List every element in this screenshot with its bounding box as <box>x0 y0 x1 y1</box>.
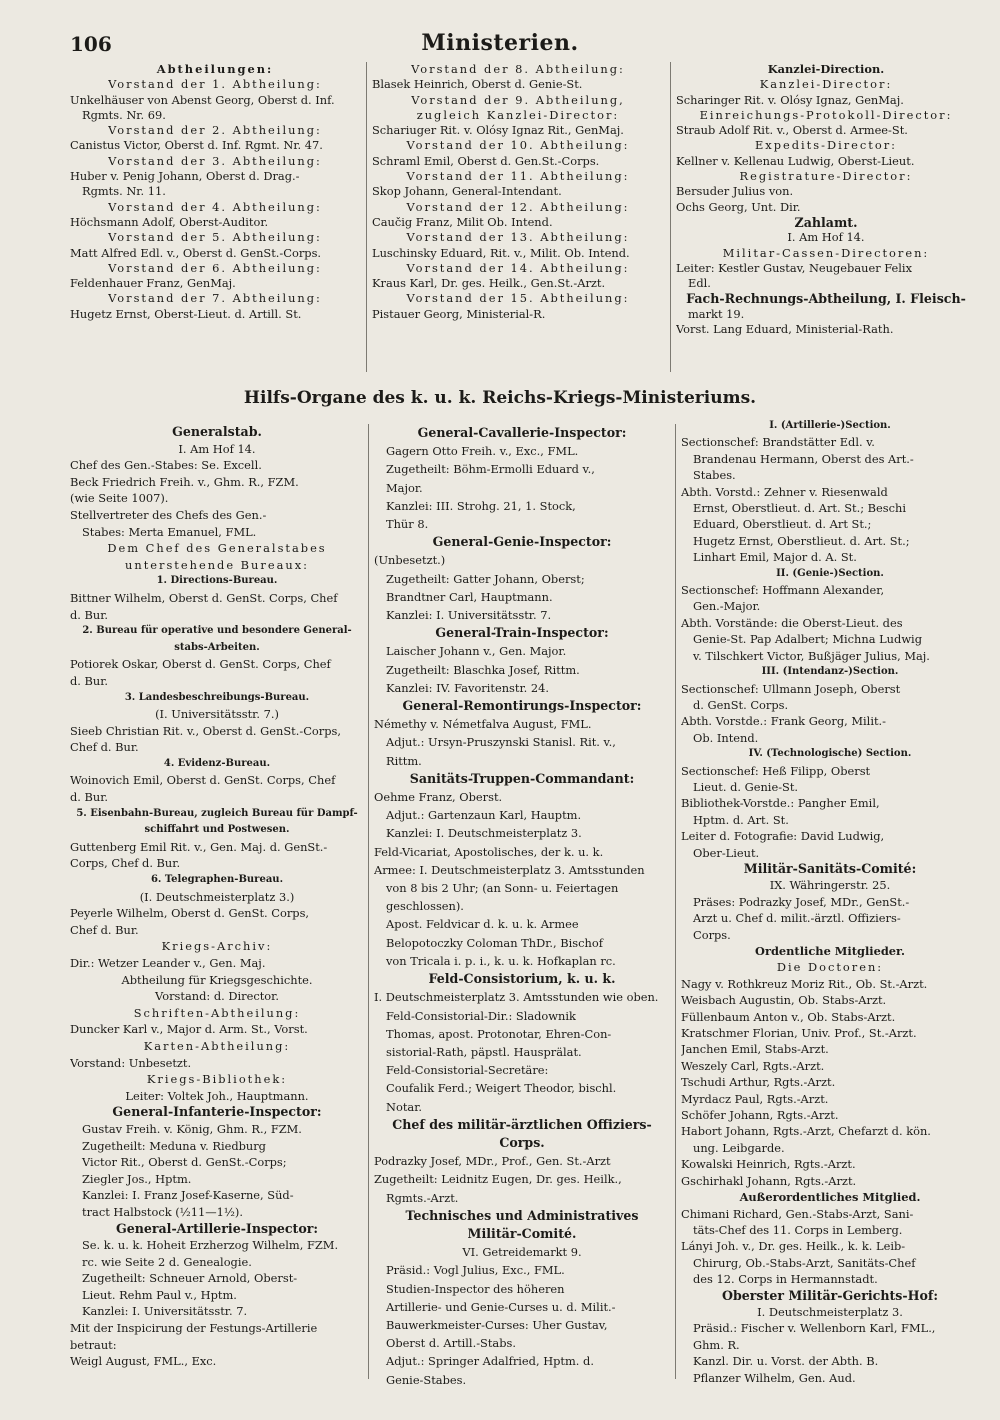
text-line: Ochs Georg, Unt. Dir. <box>676 199 801 214</box>
text-line: Vorst. Lang Eduard, Ministerial-Rath. <box>676 322 894 337</box>
text-line: Laischer Johann v., Gen. Major. <box>386 644 567 659</box>
text-line: Feld-Consistorial-Secretäre: <box>386 1063 549 1078</box>
text-line: Chimani Richard, Gen.-Stabs-Arzt, Sani- <box>681 1206 914 1221</box>
text-line: Arzt u. Chef d. milit.-ärztl. Offiziers- <box>693 911 901 926</box>
text-line: Thomas, apost. Protonotar, Ehren-Con- <box>386 1026 612 1041</box>
text-line: Kanzl. Dir. u. Vorst. der Abth. B. <box>693 1354 879 1369</box>
column-divider <box>368 424 369 1379</box>
text-line: Weigl August, FML., Exc. <box>70 1354 217 1369</box>
text-line: (I. Universitätsstr. 7.) <box>155 707 279 722</box>
text-line: (I. Deutschmeisterplatz 3.) <box>139 889 295 904</box>
text-line: Vorstand der 7. Abtheilung: <box>108 291 322 306</box>
text-line: Luschinsky Eduard, Rit. v., Milit. Ob. Intend. <box>372 245 630 260</box>
section-heading: I. (Artillerie-)Section. <box>769 420 891 431</box>
text-line: Genie-Stabes. <box>386 1372 467 1387</box>
top-right-column <box>676 62 976 372</box>
text-line: IX. Währingerstr. 25. <box>769 878 891 893</box>
text-line: Kowalski Heinrich, Rgts.-Arzt. <box>681 1157 856 1172</box>
section-heading: General-Genie-Inspector: <box>432 534 612 550</box>
text-line: Vorstand der 5. Abtheilung: <box>108 230 322 245</box>
text-line: Bauwerkmeister-Curses: Uher Gustav, <box>386 1317 608 1332</box>
text-line: Bersuder Julius von. <box>676 184 794 199</box>
text-line: Präses: Podrazky Josef, MDr., GenSt.- <box>693 894 910 909</box>
text-line: Genie-St. Pap Adalbert; Michna Ludwig <box>693 632 922 647</box>
section-heading: Sanitäts-Truppen-Commandant: <box>409 770 635 786</box>
section-heading: Generalstab. <box>172 424 262 439</box>
text-line: Kriegs-Archiv: <box>161 939 273 954</box>
bottom-left-column <box>70 424 364 1404</box>
top-left-column <box>70 62 360 372</box>
text-line: Stabes. <box>693 468 736 483</box>
text-line: Kanzlei: III. Strohg. 21, 1. Stock, <box>386 498 576 513</box>
section-heading: Technisches und Administratives <box>405 1207 639 1223</box>
column-divider <box>366 62 367 372</box>
section-heading: stabs-Arbeiten. <box>174 641 260 653</box>
text-line: Adjut.: Gartenzaun Karl, Hauptm. <box>386 808 582 823</box>
text-line: VI. Getreidemarkt 9. <box>462 1245 582 1260</box>
section-heading: Fach-Rechnungs-Abtheilung, I. Fleisch- <box>686 291 966 307</box>
text-line: Scharinger Rit. v. Olósy Ignaz, GenMaj. <box>676 92 904 107</box>
section-heading: Kanzlei-Direction. <box>767 62 885 76</box>
text-line: Karten-Abtheilung: <box>143 1038 291 1053</box>
text-line: d. Bur. <box>70 673 109 688</box>
section-heading: General-Remontirungs-Inspector: <box>402 698 642 714</box>
section-heading: Chef des militär-ärztlichen Offiziers- <box>392 1116 652 1132</box>
text-line: Oehme Franz, Oberst. <box>374 790 503 805</box>
text-line: Brandenau Hermann, Oberst des Art.- <box>693 451 914 466</box>
section-heading: General-Train-Inspector: <box>435 625 609 641</box>
text-line: Zugetheilt: Meduna v. Riedburg <box>82 1138 266 1153</box>
text-line: Peyerle Wilhelm, Oberst d. GenSt. Corps, <box>70 906 310 921</box>
text-line: Corps. <box>693 927 731 942</box>
text-line: Dem Chef des Generalstabes <box>107 541 327 556</box>
text-line: d. Bur. <box>70 607 109 622</box>
text-line: Duncker Karl v., Major d. Arm. St., Vorst. <box>70 1022 308 1037</box>
section-heading: 4. Evidenz-Bureau. <box>163 757 271 769</box>
text-line: Brandtner Carl, Hauptmann. <box>386 589 553 604</box>
text-line: Hugetz Ernst, Oberst-Lieut. d. Artill. St. <box>70 306 302 321</box>
text-line: ung. Leibgarde. <box>693 1140 785 1155</box>
text-line: d. GenSt. Corps. <box>693 697 789 712</box>
text-line: Vorstand der 6. Abtheilung: <box>108 260 322 275</box>
text-line: Registrature-Director: <box>739 169 913 184</box>
text-line: Vorstand der 11. Abtheilung: <box>406 169 630 184</box>
section-heading: Militär-Comité. <box>467 1225 577 1241</box>
bottom-right-column <box>681 418 979 1408</box>
text-line: (wie Seite 1007). <box>70 491 169 506</box>
text-line: Präsid.: Fischer v. Wellenborn Karl, FML., <box>693 1321 936 1336</box>
column-divider <box>675 424 676 1379</box>
column-divider <box>670 62 671 372</box>
running-head: Ministerien. <box>421 30 579 56</box>
bottom-middle-column <box>374 424 670 1404</box>
text-line: Schraml Emil, Oberst d. Gen.St.-Corps. <box>372 153 600 168</box>
text-line: Schöfer Johann, Rgts.-Arzt. <box>681 1108 839 1123</box>
text-line: täts-Chef des 11. Corps in Lemberg. <box>693 1222 903 1237</box>
text-line: Hugetz Ernst, Oberstlieut. d. Art. St.; <box>693 533 910 548</box>
text-line: Studien-Inspector des höheren <box>386 1281 565 1296</box>
text-line: Füllenbaum Anton v., Ob. Stabs-Arzt. <box>681 1009 896 1024</box>
text-line: Expedits-Director: <box>754 138 898 153</box>
text-line: Chef d. Bur. <box>70 740 139 755</box>
text-line: Corps, Chef d. Bur. <box>70 856 181 871</box>
text-line: sistorial-Rath, päpstl. Hausprälat. <box>386 1044 582 1059</box>
text-line: von 8 bis 2 Uhr; (an Sonn- u. Feiertagen <box>386 881 619 896</box>
text-line: Vorstand der 10. Abtheilung: <box>406 138 630 153</box>
section-heading: Zahlamt. <box>794 214 858 230</box>
text-line: Zugetheilt: Schneuer Arnold, Oberst- <box>82 1271 298 1286</box>
text-line: betraut: <box>70 1337 117 1352</box>
text-line: d. Bur. <box>70 790 109 805</box>
text-line: Huber v. Penig Johann, Oberst d. Drag.- <box>70 169 300 184</box>
text-line: Feld-Vicariat, Apostolisches, der k. u. k. <box>374 844 604 859</box>
text-line: Kanzlei: IV. Favoritenstr. 24. <box>386 680 550 695</box>
text-line: Coufalik Ferd.; Weigert Theodor, bischl. <box>386 1081 617 1096</box>
text-line: Oberst d. Artill.-Stabs. <box>386 1336 516 1351</box>
text-line: Kanzlei: I. Deutschmeisterplatz 3. <box>386 826 582 841</box>
text-line: Zugetheilt: Böhm-Ermolli Eduard v., <box>386 462 595 477</box>
text-line: Armee: I. Deutschmeisterplatz 3. Amtsstunden <box>374 862 645 877</box>
text-line: Zugetheilt: Gatter Johann, Oberst; <box>386 571 585 586</box>
section-heading: schiffahrt und Postwesen. <box>144 824 290 836</box>
text-line: Zugetheilt: Blaschka Josef, Rittm. <box>386 662 580 677</box>
text-line: Sectionschef: Heß Filipp, Oberst <box>681 763 871 778</box>
text-line: Höchsmann Adolf, Oberst-Auditor. <box>70 214 269 229</box>
text-line: Zugetheilt: Leidnitz Eugen, Dr. ges. Heilk., <box>374 1172 622 1187</box>
text-line: Rgmts.-Arzt. <box>386 1190 459 1205</box>
text-line: Chirurg, Ob.-Stabs-Arzt, Sanitäts-Chef <box>693 1255 916 1270</box>
text-line: Beck Friedrich Freih. v., Ghm. R., FZM. <box>70 474 299 489</box>
text-line: Kratschmer Florian, Univ. Prof., St.-Arzt. <box>681 1026 917 1041</box>
text-line: Weisbach Augustin, Ob. Stabs-Arzt. <box>681 993 887 1008</box>
text-line: Feld-Consistorial-Dir.: Sladownik <box>386 1008 576 1023</box>
text-line: Sectionschef: Brandstätter Edl. v. <box>681 435 875 450</box>
section-heading: 1. Directions-Bureau. <box>156 575 278 587</box>
text-line: Bittner Wilhelm, Oberst d. GenSt. Corps, Chef <box>70 590 338 605</box>
text-line: Skop Johann, General-Intendant. <box>372 184 562 199</box>
text-line: I. Am Hof 14. <box>178 441 256 456</box>
section-heading: Außerordentliches Mitglied. <box>739 1190 921 1205</box>
text-line: Apost. Feldvicar d. k. u. k. Armee <box>386 917 579 932</box>
text-line: Artillerie- und Genie-Curses u. d. Milit.- <box>386 1299 616 1314</box>
text-line: tract Halbstock (½11—1½). <box>82 1204 243 1219</box>
section-heading: Oberster Militär-Gerichts-Hof: <box>721 1287 938 1303</box>
section-heading: 2. Bureau für operative und besondere General- <box>82 625 352 637</box>
section-heading: IV. (Technologische) Section. <box>748 748 912 760</box>
text-line: Sectionschef: Ullmann Joseph, Oberst <box>681 681 901 696</box>
text-line: Hptm. d. Art. St. <box>693 812 789 827</box>
text-line: Gustav Freih. v. König, Ghm. R., FZM. <box>82 1121 302 1136</box>
text-line: Abth. Vorstde.: Frank Georg, Milit.- <box>681 714 887 729</box>
text-line: Weszely Carl, Rgts.-Arzt. <box>681 1058 825 1073</box>
text-line: Leiter d. Fotografie: David Ludwig, <box>681 829 885 844</box>
text-line: Mit der Inspicirung der Festungs-Artillerie <box>70 1321 318 1336</box>
text-line: des 12. Corps in Hermannstadt. <box>693 1272 878 1287</box>
text-line: rc. wie Seite 2 d. Genealogie. <box>82 1254 252 1269</box>
text-line: Vorstand der 1. Abtheilung: <box>108 77 322 92</box>
text-line: Canistus Victor, Oberst d. Inf. Rgmt. Nr. 47. <box>70 138 323 153</box>
text-line: Némethy v. Németfalva August, FML. <box>374 717 592 732</box>
text-line: Die Doctoren: <box>776 960 884 975</box>
text-line: I. Deutschmeisterplatz 3. Amtsstunden wie oben. <box>374 990 659 1005</box>
text-line: Adjut.: Springer Adalfried, Hptm. d. <box>386 1354 594 1369</box>
text-line: Leiter: Voltek Joh., Hauptmann. <box>125 1088 309 1103</box>
text-line: Sectionschef: Hoffmann Alexander, <box>681 583 885 598</box>
text-line: Vorstand: d. Director. <box>155 989 279 1004</box>
text-line: Gagern Otto Freih. v., Exc., FML. <box>386 444 579 459</box>
text-line: I. Deutschmeisterplatz 3. <box>757 1304 903 1319</box>
section-heading: Feld-Consistorium, k. u. k. <box>428 971 616 987</box>
text-line: Belopotoczky Coloman ThDr., Bischof <box>386 935 603 950</box>
text-line: unterstehende Bureaux: <box>125 557 309 572</box>
text-line: Dir.: Wetzer Leander v., Gen. Maj. <box>70 956 266 970</box>
text-line: Lányi Joh. v., Dr. ges. Heilk., k. k. Leib- <box>681 1239 906 1254</box>
text-line: Vorstand der 2. Abtheilung: <box>108 123 322 138</box>
text-line: Rgmts. Nr. 69. <box>82 107 166 122</box>
top-middle-column <box>372 62 664 372</box>
text-line: Vorstand: Unbesetzt. <box>70 1055 192 1070</box>
text-line: Adjut.: Ursyn-Pruszynski Stanisl. Rit. v., <box>386 735 616 750</box>
text-line: Abth. Vorstände: die Oberst-Lieut. des <box>681 615 903 630</box>
text-line: Chef des Gen.-Stabes: Se. Excell. <box>70 458 262 473</box>
text-line: Schariuger Rit. v. Olósy Ignaz Rit., GenMaj. <box>372 123 624 138</box>
text-line: I. Am Hof 14. <box>787 230 865 245</box>
section-heading: 3. Landesbeschreibungs-Bureau. <box>124 691 310 703</box>
text-line: Habort Johann, Rgts.-Arzt, Chefarzt d. kön. <box>681 1124 931 1139</box>
text-line: Vorstand der 13. Abtheilung: <box>406 230 630 245</box>
section-title: Hilfs-Organe des k. u. k. Reichs-Kriegs-Ministeriums. <box>243 388 757 408</box>
text-line: Lieut. Rehm Paul v., Hptm. <box>82 1287 237 1302</box>
text-line: Podrazky Josef, MDr., Prof., Gen. St.-Arzt <box>374 1154 611 1169</box>
text-line: Abth. Vorstd.: Zehner v. Riesenwald <box>681 484 888 499</box>
text-line: Straub Adolf Rit. v., Oberst d. Armee-St. <box>676 123 908 138</box>
text-line: Vorstand der 9. Abtheilung, <box>411 92 625 107</box>
text-line: Unkelhäuser von Abenst Georg, Oberst d. Inf. <box>70 92 335 107</box>
text-line: Stabes: Merta Emanuel, FML. <box>82 524 257 539</box>
text-line: Tschudi Arthur, Rgts.-Arzt. <box>681 1075 836 1090</box>
text-line: Kanzlei: I. Universitätsstr. 7. <box>82 1304 248 1319</box>
text-line: Woinovich Emil, Oberst d. GenSt. Corps, Chef <box>70 773 336 788</box>
text-line: Notar. <box>386 1099 423 1114</box>
text-line: Kellner v. Kellenau Ludwig, Oberst-Lieut. <box>676 153 915 168</box>
text-line: Ghm. R. <box>693 1337 740 1352</box>
text-line: v. Tilschkert Victor, Bußjäger Julius, Maj. <box>693 648 930 663</box>
text-line: Kriegs-Bibliothek: <box>146 1072 288 1087</box>
text-line: Einreichungs-Protokoll-Director: <box>699 107 953 122</box>
section-heading: Abtheilungen: <box>156 62 274 76</box>
text-line: Edl. <box>688 276 711 291</box>
text-line: geschlossen). <box>386 899 464 914</box>
text-line: Leiter: Kestler Gustav, Neugebauer Felix <box>676 260 912 275</box>
text-line: Rittm. <box>386 753 422 768</box>
text-line: Kanzlei: I. Franz Josef-Kaserne, Süd- <box>82 1188 294 1203</box>
section-heading: General-Infanterie-Inspector: <box>112 1104 322 1120</box>
text-line: Chef d. Bur. <box>70 922 139 937</box>
section-heading: Militär-Sanitäts-Comité: <box>743 860 917 876</box>
text-line: Potiorek Oskar, Oberst d. GenSt. Corps, Chef <box>70 657 331 672</box>
text-line: Ziegler Jos., Hptm. <box>82 1171 192 1186</box>
text-line: Präsid.: Vogl Julius, Exc., FML. <box>386 1263 565 1278</box>
text-line: Major. <box>386 480 423 495</box>
text-line: Nagy v. Rothkreuz Moriz Rit., Ob. St.-Arzt. <box>681 976 928 991</box>
text-line: Vorstand der 8. Abtheilung: <box>411 62 625 76</box>
text-line: Thür 8. <box>386 517 429 532</box>
text-line: Kraus Karl, Dr. ges. Heilk., Gen.St.-Arzt. <box>372 276 606 291</box>
text-line: Vorstand der 4. Abtheilung: <box>108 199 322 214</box>
text-line: Myrdacz Paul, Rgts.-Arzt. <box>681 1091 829 1106</box>
text-line: Blasek Heinrich, Oberst d. Genie-St. <box>372 77 583 92</box>
text-line: Pistauer Georg, Ministerial-R. <box>372 306 546 321</box>
text-line: Caučig Franz, Milit Ob. Intend. <box>372 214 553 229</box>
text-line: Gschirhakl Johann, Rgts.-Arzt. <box>681 1173 857 1188</box>
text-line: Victor Rit., Oberst d. GenSt.-Corps; <box>82 1155 287 1170</box>
text-line: Kanzlei-Director: <box>759 77 893 92</box>
text-line: (Unbesetzt.) <box>374 553 446 568</box>
text-line: Vorstand der 3. Abtheilung: <box>108 153 322 168</box>
text-line: Janchen Emil, Stabs-Arzt. <box>681 1042 829 1057</box>
section-heading: II. (Genie-)Section. <box>776 567 884 579</box>
text-line: Guttenberg Emil Rit. v., Gen. Maj. d. GenSt.- <box>70 839 328 854</box>
text-line: von Tricala i. p. i., k. u. k. Hofkaplan rc. <box>386 953 616 968</box>
text-line: Lieut. d. Genie-St. <box>693 779 799 794</box>
text-line: Kanzlei: I. Universitätsstr. 7. <box>386 608 552 623</box>
section-heading: III. (Intendanz-)Section. <box>761 666 899 678</box>
text-line: Vorstand der 15. Abtheilung: <box>406 291 630 306</box>
page-number: 106 <box>70 32 112 56</box>
text-line: Militar-Cassen-Directoren: <box>722 245 930 260</box>
text-line: Matt Alfred Edl. v., Oberst d. GenSt.-Corps. <box>70 245 322 260</box>
section-heading: General-Cavallerie-Inspector: <box>417 425 627 440</box>
text-line: Ernst, Oberstlieut. d. Art. St.; Beschi <box>693 501 906 516</box>
text-line: Bibliothek-Vorstde.: Pangher Emil, <box>681 796 880 811</box>
section-heading: General-Artillerie-Inspector: <box>115 1220 319 1236</box>
text-line: Vorstand der 12. Abtheilung: <box>406 199 630 214</box>
text-line: Schriften-Abtheilung: <box>133 1005 301 1020</box>
text-line: markt 19. <box>688 306 745 321</box>
text-line: Abtheilung für Kriegsgeschichte. <box>121 972 313 987</box>
section-heading: 6. Telegraphen-Bureau. <box>150 874 284 886</box>
text-line: Sieeb Christian Rit. v., Oberst d. GenSt.-Corps, <box>70 723 341 738</box>
text-line: Stellvertreter des Chefs des Gen.- <box>70 507 267 522</box>
text-line: Rgmts. Nr. 11. <box>82 184 166 199</box>
section-heading: 5. Eisenbahn-Bureau, zugleich Bureau für Dampf- <box>76 807 358 819</box>
section-heading: Corps. <box>499 1134 545 1150</box>
section-heading: Ordentliche Mitglieder. <box>755 944 905 958</box>
text-line: zugleich Kanzlei-Director: <box>416 107 620 122</box>
text-line: Linhart Emil, Major d. A. St. <box>693 550 857 565</box>
text-line: Ober-Lieut. <box>693 845 760 860</box>
text-line: Se. k. u. k. Hoheit Erzherzog Wilhelm, FZM. <box>82 1238 339 1253</box>
text-line: Feldenhauer Franz, GenMaj. <box>70 276 236 291</box>
text-line: Ob. Intend. <box>693 730 759 745</box>
text-line: Vorstand der 14. Abtheilung: <box>406 260 630 275</box>
text-line: Eduard, Oberstlieut. d. Art St.; <box>693 517 872 532</box>
text-line: Gen.-Major. <box>693 599 761 614</box>
text-line: Pflanzer Wilhelm, Gen. Aud. <box>693 1370 856 1385</box>
